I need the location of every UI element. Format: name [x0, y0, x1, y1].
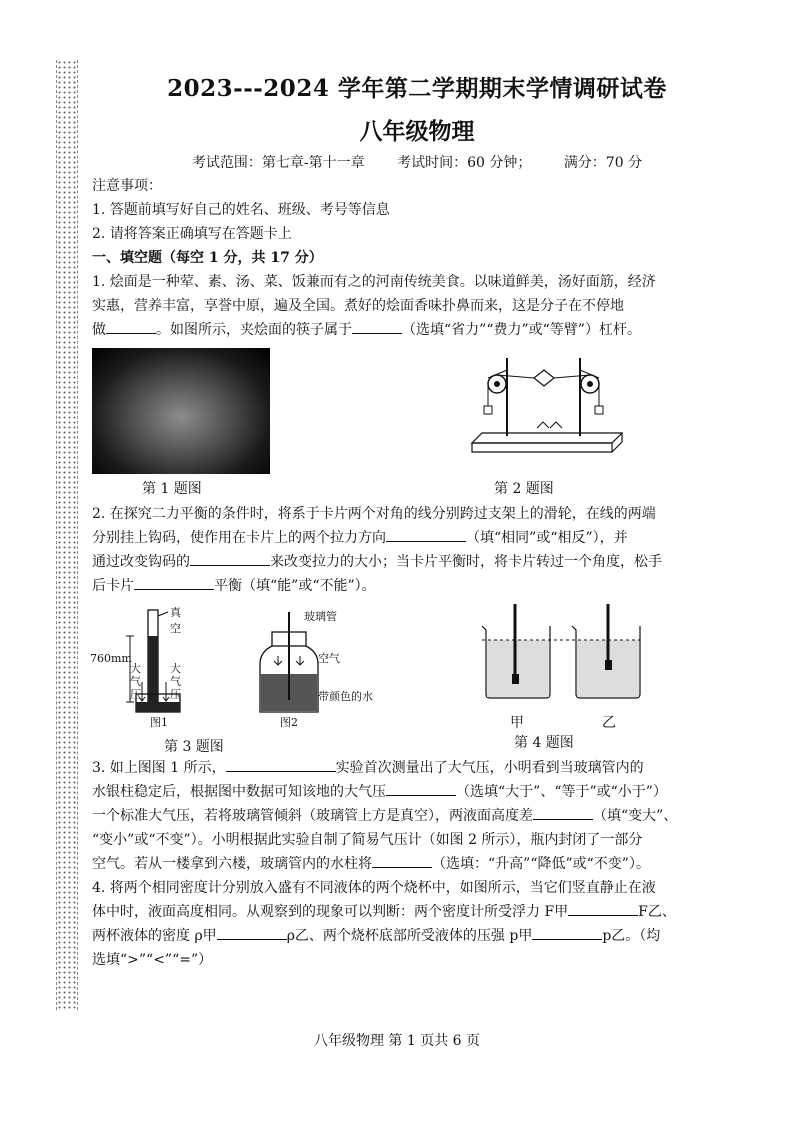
hydrometer-beakers-figure — [472, 602, 672, 712]
answer-blank[interactable] — [352, 319, 402, 334]
q3-line: 3. 如上图图 1 所示， 实验首次测量出了大气压，小明看到当玻璃管内的 — [92, 756, 742, 780]
height-label: 760mm — [90, 652, 132, 665]
fig3-caption: 第 3 题图 — [164, 739, 224, 755]
q2-line: 后卡片 平衡（填“能”或“不能”）。 — [92, 574, 742, 598]
binding-margin-strip — [56, 60, 78, 1010]
answer-blank[interactable] — [217, 925, 287, 940]
q4-line: 4. 将两个相同密度计分别放入盛有不同液体的两个烧杯中，如图所示，当它们竖直静止在液 — [92, 880, 656, 896]
note-item: 1. 答题前填写好自己的姓名、班级、考号等信息 — [92, 202, 390, 218]
answer-blank[interactable] — [386, 781, 456, 796]
q4-line: 两杯液体的密度 ρ甲 ρ乙、两个烧杯底部所受液体的压强 p甲 p乙。（均 — [92, 924, 742, 948]
exam-page — [92, 70, 742, 972]
exam-time: 考试时间：60 分钟； — [397, 155, 532, 171]
q4-line: 体中时，液面高度相同。从观察到的现象可以判断：两个密度计所受浮力 F甲 F乙、 — [92, 900, 742, 924]
tube-label: 玻璃管 — [304, 610, 337, 623]
beaker-yi-label: 乙 — [602, 715, 616, 731]
noodle-photo — [92, 348, 270, 474]
fig1-label: 图1 — [150, 716, 168, 729]
q3-line: 水银柱稳定后，根据图中数据可知该地的大气压 （选填“大于”、“等于”或“小于”） — [92, 780, 742, 804]
answer-blank[interactable] — [568, 901, 638, 916]
exam-scope: 考试范围：第七章-第十一章 — [191, 155, 365, 171]
note-item: 2. 请将答案正确填写在答题卡上 — [92, 226, 292, 242]
notes-heading: 注意事项： — [92, 178, 162, 194]
air-label: 空气 — [318, 652, 340, 665]
q2-line: 分别挂上钩码，使作用在卡片上的两个拉力方向 （填“相同”或“相反”），并 — [92, 526, 742, 550]
fig1-caption: 第 1 题图 — [142, 481, 202, 497]
q2-line: 2. 在探究二力平衡的条件时，将系于卡片两个对角的线分别跨过支架上的滑轮，在线的两端 — [92, 506, 656, 522]
q1-line: 实惠，营养丰富，享誉中原，遍及全国。煮好的烩面香味扑鼻而来，这是分子在不停地 — [92, 298, 624, 314]
fig2-label: 图2 — [280, 716, 298, 729]
q3-line: “变小”或“不变”）。小明根据此实验自制了简易气压计（如图 2 所示），瓶内封闭了一部分 — [92, 832, 643, 848]
answer-blank[interactable] — [226, 757, 336, 772]
section-heading: 一、填空题（每空 1 分，共 17 分） — [92, 250, 323, 266]
exam-title: 2023---2024 学年第二学期期末学情调研试卷 — [167, 75, 667, 102]
answer-blank[interactable] — [533, 805, 593, 820]
beaker-jia-label: 甲 — [510, 715, 524, 731]
q4-line: 选填“>”“<”“=”） — [92, 952, 213, 968]
page-footer: 八年级物理 第 1 页共 6 页 — [313, 1033, 481, 1049]
exam-info — [92, 152, 742, 172]
q1-line: 1. 烩面是一种荤、素、汤、菜、饭兼而有之的河南传统美食。以味道鲜美，汤好面筋，经济 — [92, 274, 656, 290]
vacuum-label: 真空 — [170, 606, 181, 635]
atm-label-right: 大气压 — [170, 662, 181, 701]
fig2-caption: 第 2 题图 — [494, 481, 554, 497]
q3-line: 空气。若从一楼拿到六楼，玻璃管内的水柱将 （选填：“升高”“降低”或“不变”）。 — [92, 852, 742, 876]
figure-row-2 — [92, 602, 742, 754]
figure-row-1 — [92, 348, 742, 498]
atm-label-left: 大气压 — [130, 662, 141, 701]
q3-line: 一个标准大气压，若将玻璃管倾斜（玻璃管上方是真空），两液面高度差 （填“变大”、 — [92, 804, 742, 828]
exam-subtitle: 八年级物理 — [359, 118, 475, 145]
answer-blank[interactable] — [134, 575, 214, 590]
answer-blank[interactable] — [532, 925, 602, 940]
answer-blank[interactable] — [106, 319, 156, 334]
pulley-apparatus-figure — [452, 348, 632, 468]
answer-blank[interactable] — [190, 551, 270, 566]
fig4-caption: 第 4 题图 — [514, 735, 574, 751]
q2-line: 通过改变钩码的 来改变拉力的大小；当卡片平衡时，将卡片转过一个角度，松手 — [92, 550, 742, 574]
water-label: 带颜色的水 — [318, 690, 373, 703]
answer-blank[interactable] — [372, 853, 432, 868]
exam-full-score: 满分：70 分 — [563, 155, 643, 171]
answer-blank[interactable] — [386, 527, 466, 542]
q1-line: 做 。如图所示，夹烩面的筷子属于 （选填“省力”“费力”或“等臂”）杠杆。 — [92, 318, 742, 342]
